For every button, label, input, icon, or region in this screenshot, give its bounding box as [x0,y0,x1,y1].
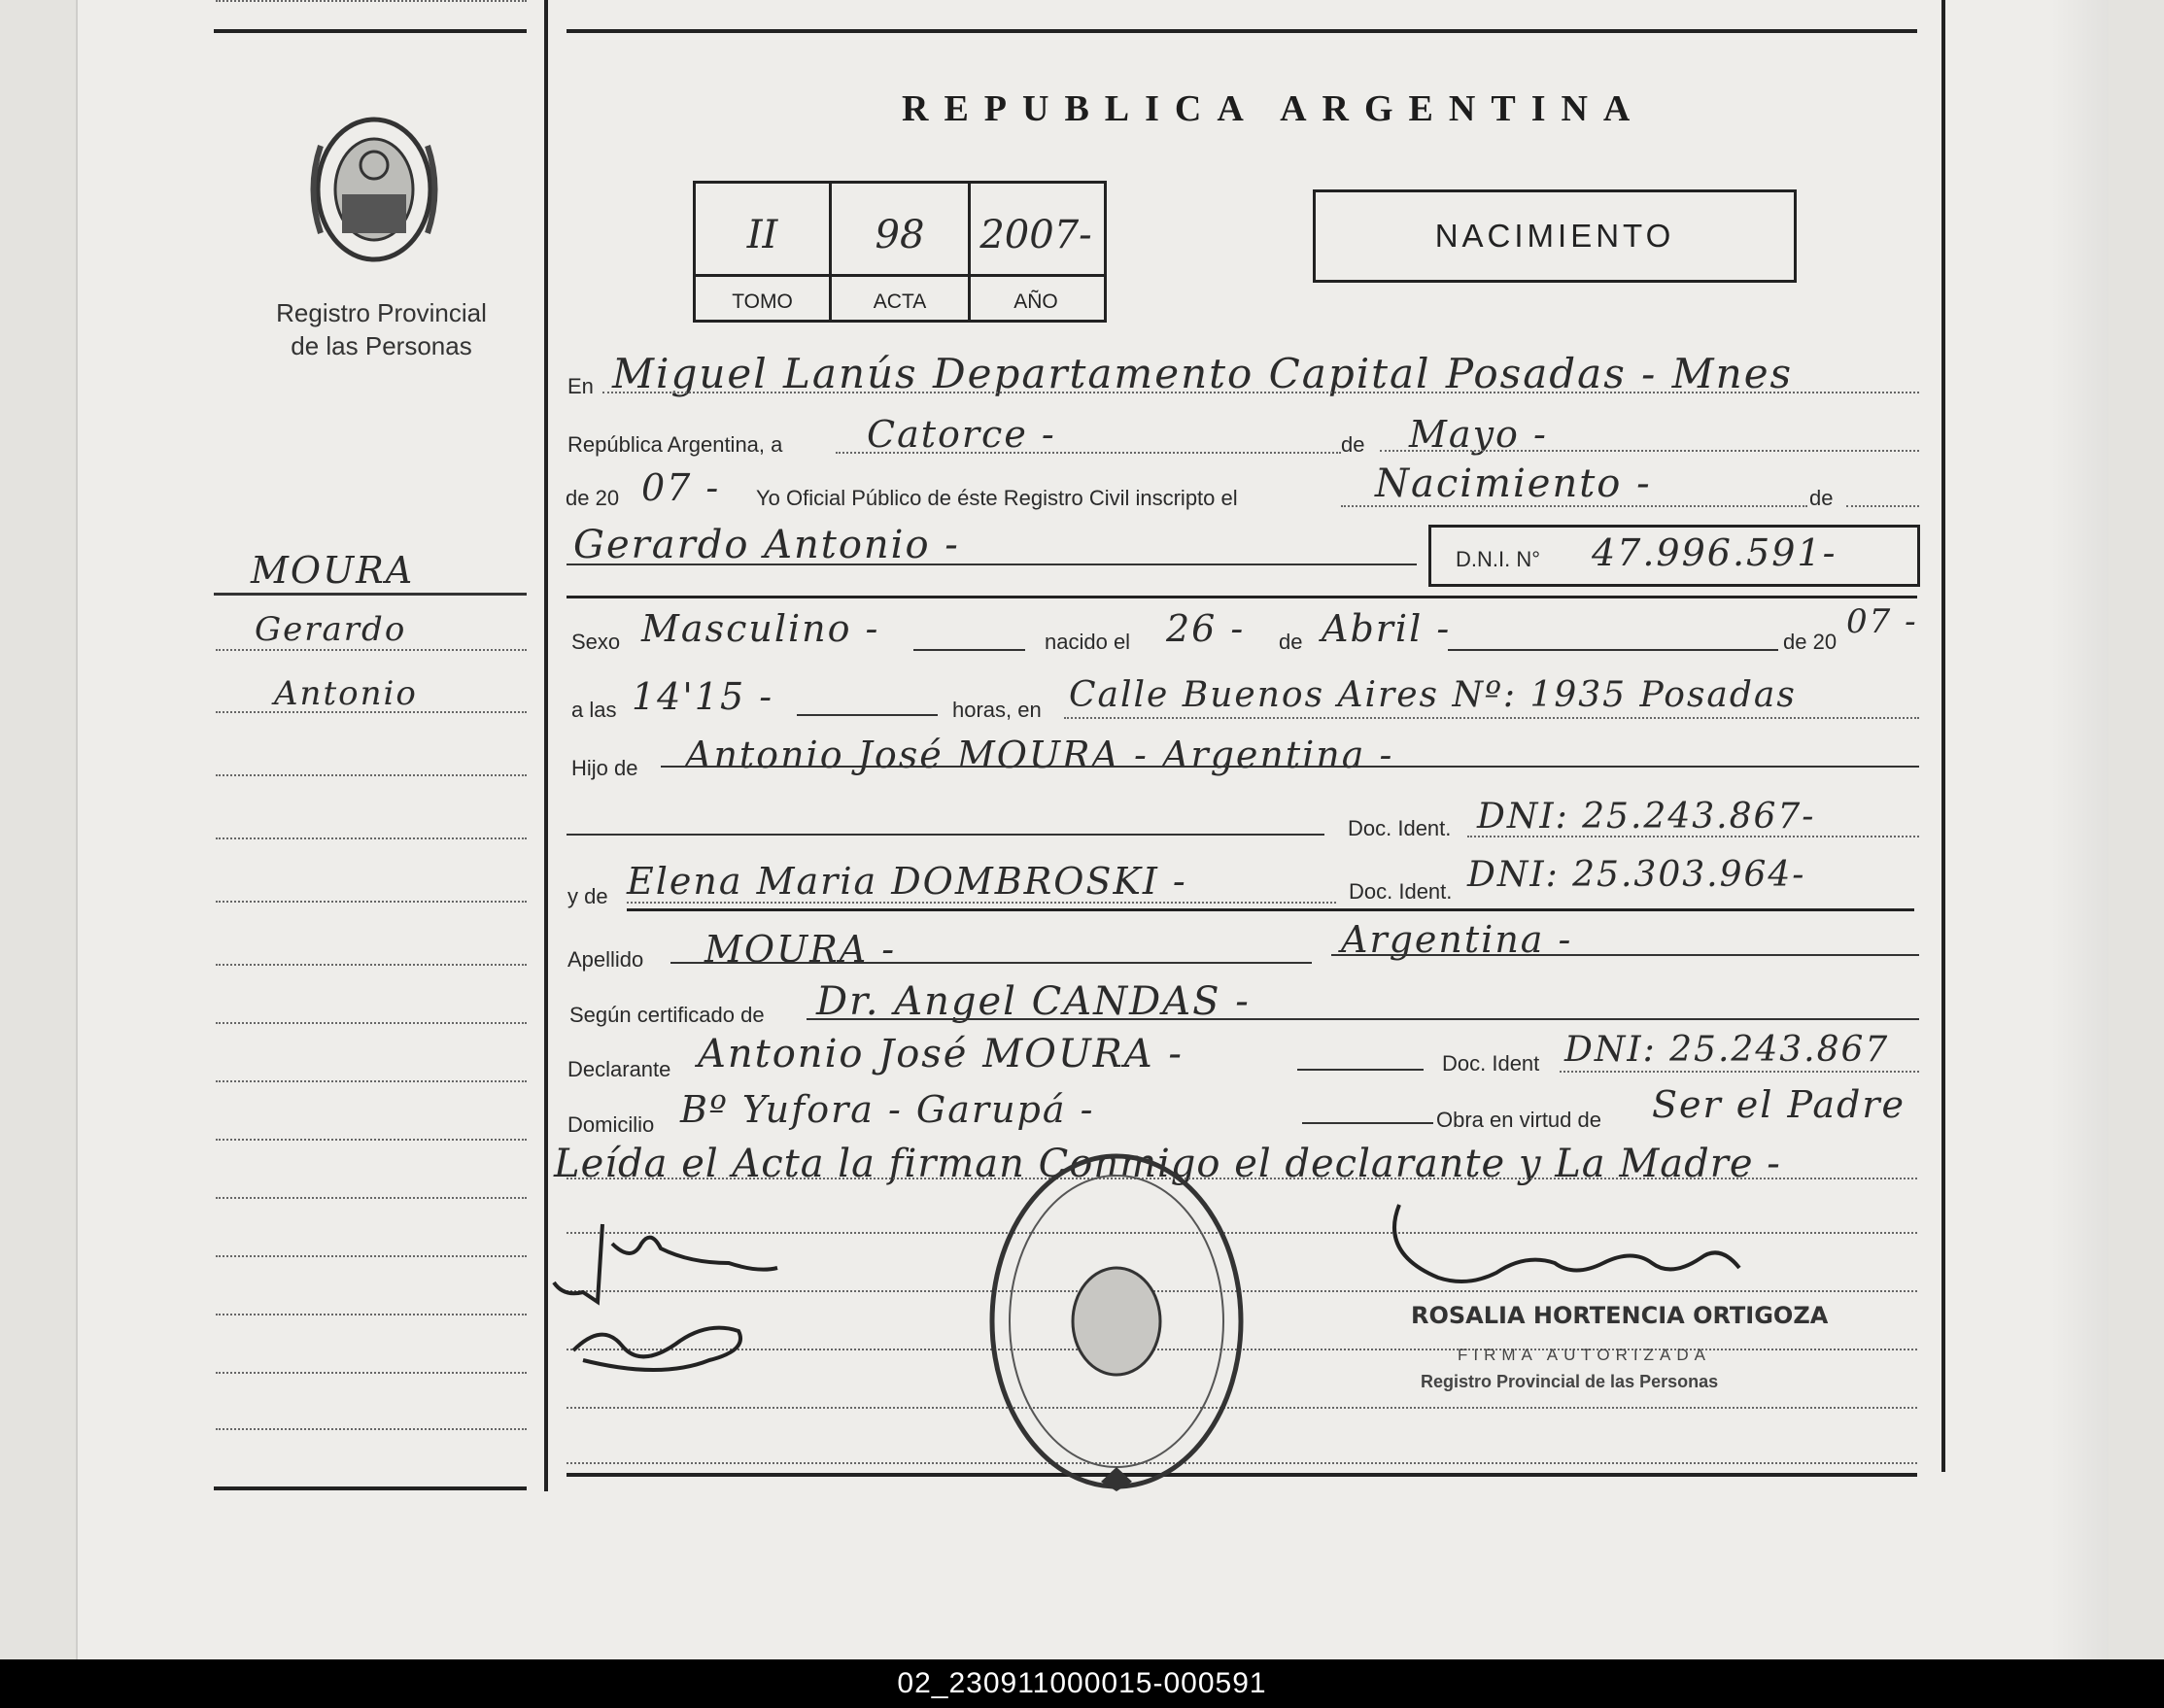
margin-middle-name: Antonio [274,674,418,713]
tomo-value: II [746,213,778,257]
form-line [1448,649,1778,651]
form-line [1380,450,1919,452]
left-bottom-rule [214,1486,527,1490]
margin-line [216,711,527,713]
hw-dia: Catorce - [867,413,1056,456]
label-sexo: Sexo [571,630,621,654]
form-line [661,766,1919,768]
official-registry: Registro Provincial de las Personas [1421,1372,1719,1391]
form-line [670,962,1312,964]
hw-padre: Antonio José MOURA - Argentina - [685,734,1394,776]
form-line [807,1018,1919,1020]
label-de-2: de [1809,486,1834,510]
hw-madre-doc: DNI: 25.303.964- [1467,855,1806,895]
anio-cell [971,184,1101,320]
anio-label: AÑO [1013,290,1058,313]
registry-stamp-icon [984,1146,1249,1496]
form-line [913,649,1025,651]
image-caption: 02_230911000015-000591 [897,1667,1267,1699]
label-de-20b: de 20 [1783,630,1838,654]
hw-certificado: Dr. Angel CANDAS - [816,979,1251,1024]
acta-value: 98 [875,213,925,257]
form-line [567,834,1324,836]
hw-nacido-dia: 26 - [1166,607,1246,650]
hw-declarante: Antonio José MOURA - [698,1032,1184,1076]
label-a-las: a las [571,698,617,722]
record-table [693,181,1107,323]
label-domicilio: Domicilio [567,1112,655,1137]
main-top-rule [567,29,1917,33]
label-declarante: Declarante [567,1057,671,1081]
hw-nombre: Gerardo Antonio - [573,523,960,567]
table-divider [696,274,1104,277]
form-line [1297,1069,1424,1071]
hw-declarante-doc: DNI: 25.243.867 [1564,1030,1890,1070]
margin-line [216,1022,527,1024]
margin-line [216,1080,527,1082]
margin-line [216,837,527,839]
form-line [1467,836,1919,837]
label-obra: Obra en virtud de [1436,1108,1601,1132]
margin-line [216,0,527,2]
label-doc-ident: Doc. Ident. [1348,816,1452,840]
section-rule [567,596,1917,598]
hw-hora: 14'15 - [632,675,774,718]
label-de-3: de [1279,630,1303,654]
form-line [1341,505,1807,507]
label-horas-en: horas, en [952,698,1042,722]
hw-domicilio: Bº Yufora - Garupá - [680,1088,1095,1131]
form-line [1560,1071,1919,1073]
official-title: FIRMA AUTORIZADA [1458,1346,1711,1364]
hw-nacido-anio: 07 - [1846,602,1918,641]
hw-nacido-mes: Abril - [1322,607,1452,650]
label-de: de [1341,432,1365,457]
label-segun-certificado: Según certificado de [569,1003,765,1027]
hw-padre-doc: DNI: 25.243.867- [1477,797,1816,837]
margin-line [216,649,527,651]
label-doc-ident-3: Doc. Ident [1442,1051,1540,1076]
label-dni: D.N.I. N° [1456,547,1541,571]
hw-lugar-nacimiento: Calle Buenos Aires Nº: 1935 Posadas [1069,675,1797,715]
country-title: REPUBLICA ARGENTINA [902,88,1646,129]
section-rule [627,908,1914,911]
dni-box [1428,525,1920,587]
acta-cell [832,184,971,320]
hw-madre-nac: Argentina - [1341,918,1573,961]
hw-cierre: Leída el Acta la firman Conmigo el declarante y La Madre - [554,1142,1781,1186]
margin-first-name: Gerardo [255,610,407,649]
hw-lugar: Miguel Lanús Departamento Capital Posadas - Mnes [612,350,1794,397]
anio-value: 2007- [979,213,1092,257]
registry-name-line2: de las Personas [291,331,472,360]
label-republica: República Argentina, a [567,432,783,457]
form-line [797,714,938,716]
left-top-rule [214,29,527,33]
act-type-box: NACIMIENTO [1313,189,1797,283]
label-de-20: de 20 [566,486,620,510]
tomo-label: TOMO [732,290,793,313]
hw-mes: Mayo - [1409,413,1548,456]
acta-label: ACTA [873,290,927,313]
margin-line [216,964,527,966]
label-yo-oficial: Yo Oficial Público de éste Registro Civil inscripto el [756,486,1238,510]
form-line [602,392,1919,393]
margin-line [216,1197,527,1199]
margin-line [216,1139,527,1141]
hw-anio: 07 - [641,466,721,509]
hw-obra: Ser el Padre [1652,1083,1906,1126]
label-doc-ident-2: Doc. Ident. [1349,879,1453,904]
registry-name [228,296,534,362]
margin-line [214,593,527,596]
form-line [836,452,1341,454]
tomo-cell [696,184,832,320]
label-hijo-de: Hijo de [571,756,638,780]
margin-line [216,774,527,776]
margin-line [216,1314,527,1315]
hw-inscripto: Nacimiento - [1375,461,1652,506]
label-en: En [567,374,594,398]
hw-dni: 47.996.591- [1592,531,1838,574]
label-nacido-el: nacido el [1045,630,1131,654]
form-line [1846,505,1919,507]
official-name: ROSALIA HORTENCIA ORTIGOZA [1411,1302,1829,1329]
margin-line [216,1255,527,1257]
form-line [1064,717,1919,719]
declarant-signature [544,1205,787,1389]
province-seal-icon [301,107,447,272]
right-border [1941,0,1945,1472]
form-line [567,564,1417,565]
label-apellido: Apellido [567,947,644,972]
form-line [627,902,1336,904]
hw-madre: Elena Maria DOMBROSKI - [627,860,1187,903]
margin-line [216,1372,527,1374]
official-signature [1380,1195,1769,1312]
margin-line [216,1428,527,1430]
margin-line [216,901,527,903]
form-line [1302,1122,1433,1124]
label-y-de: y de [567,884,608,908]
hw-apellido: MOURA - [704,928,897,971]
form-line [1331,954,1919,956]
margin-surname: MOURA [251,549,415,592]
registry-name-line1: Registro Provincial [276,298,487,327]
hw-sexo: Masculino - [641,607,880,650]
